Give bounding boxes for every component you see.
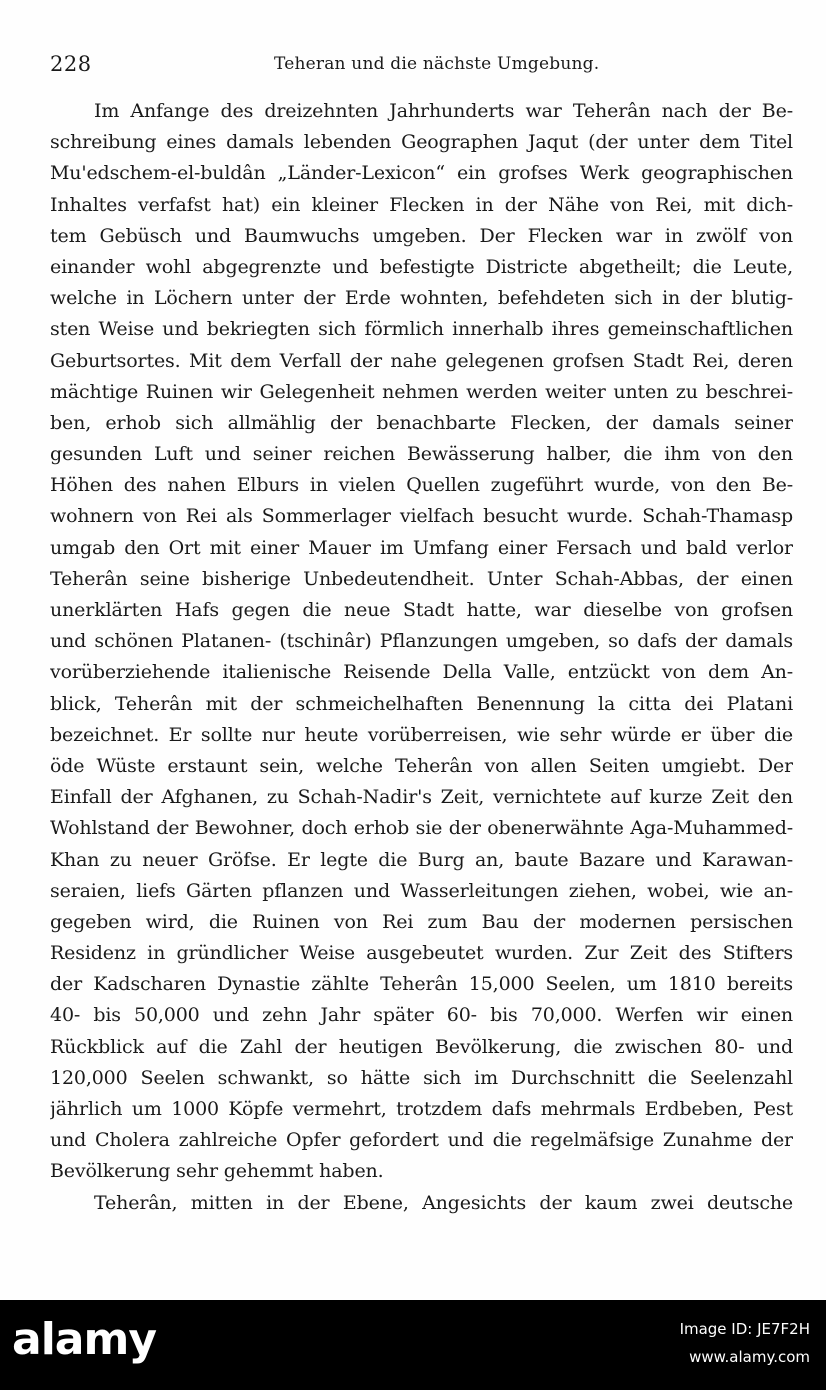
body-text <box>50 96 793 1219</box>
text-line: sten Weise und bekriegten sich förmlich innerhalb ihres gemeinschaftlichen <box>50 318 793 341</box>
text-line: wohnern von Rei als Sommerlager vielfach besucht wurde. Schah-Thamasp <box>50 505 793 528</box>
paragraph-1 <box>50 96 793 1188</box>
text-line: Rückblick auf die Zahl der heutigen Bevölkerung, die zwischen 80- und <box>50 1035 793 1058</box>
running-title: Teheran und die nächste Umgebung. <box>274 54 600 74</box>
text-line: blick, Teherân mit der schmeichelhaften Benennung la citta dei Platani <box>50 692 793 715</box>
text-line: Wohlstand der Bewohner, doch erhob sie der obenerwähnte Aga-Muhammed- <box>50 817 793 840</box>
text-line: öde Wüste erstaunt sein, welche Teherân von allen Seiten umgiebt. Der <box>50 754 793 777</box>
text-line: Khan zu neuer Gröfse. Er legte die Burg an, baute Bazare und Karawan- <box>50 848 793 871</box>
text-line: Einfall der Afghanen, zu Schah-Nadir's Zeit, vernichtete auf kurze Zeit den <box>50 786 793 809</box>
text-line: gegeben wird, die Ruinen von Rei zum Bau der modernen persischen <box>50 910 793 933</box>
text-line: Im Anfange des dreizehnten Jahrhunderts war Teherân nach der Be- <box>94 100 793 122</box>
text-line: ben, erhob sich allmählig der benachbarte Flecken, der damals seiner <box>50 411 793 434</box>
text-line: bezeichnet. Er sollte nur heute vorüberreisen, wie sehr würde er über die <box>50 723 793 746</box>
text-line: Mu'edschem-el-buldân „Länder-Lexicon“ ein grofses Werk geographischen <box>50 162 793 185</box>
website-label: www.alamy.com <box>689 1348 810 1366</box>
page-number: 228 <box>50 52 92 76</box>
text-line: 40- bis 50,000 und zehn Jahr später 60- bis 70,000. Werfen wir einen <box>50 1004 793 1027</box>
text-line: seraien, liefs Gärten pflanzen und Wasserleitungen ziehen, wobei, wie an- <box>50 879 793 902</box>
watermark-bar <box>0 1300 826 1390</box>
text-line: Teherân, mitten in der Ebene, Angesichts der kaum zwei deutsche <box>94 1191 793 1214</box>
text-line: der Kadscharen Dynastie zählte Teherân 15,000 Seelen, um 1810 bereits <box>50 973 793 996</box>
image-id-label: Image ID: JE7F2H <box>679 1320 810 1338</box>
page-header <box>50 52 792 82</box>
text-line: und schönen Platanen- (tschinâr) Pflanzungen umgeben, so dafs der damals <box>50 630 793 653</box>
text-line: schreibung eines damals lebenden Geographen Jaqut (der unter dem Titel <box>50 131 793 154</box>
text-line: Höhen des nahen Elburs in vielen Quellen zugeführt wurde, von den Be- <box>50 474 793 497</box>
text-line: unerklärten Hafs gegen die neue Stadt hatte, war dieselbe von grofsen <box>50 599 793 621</box>
text-line: Residenz in gründlicher Weise ausgebeutet wurden. Zur Zeit des Stifters <box>50 942 793 965</box>
text-line: umgab den Ort mit einer Mauer im Umfang einer Fersach und bald verlor <box>50 536 793 559</box>
text-line: einander wohl abgegrenzte und befestigte Districte abgetheilt; die Leute, <box>50 255 793 278</box>
text-line: welche in Löchern unter der Erde wohnten, befehdeten sich in der blutig- <box>50 287 793 310</box>
text-line: Inhaltes verfafst hat) ein kleiner Flecken in der Nähe von Rei, mit dich- <box>50 193 793 216</box>
text-line: gesunden Luft und seiner reichen Bewässerung halber, die ihm von den <box>50 443 793 466</box>
text-line: Geburtsortes. Mit dem Verfall der nahe gelegenen grofsen Stadt Rei, deren <box>50 349 793 372</box>
alamy-logo: alamy <box>12 1314 156 1365</box>
text-line-last: Bevölkerung sehr gehemmt haben. <box>50 1160 384 1183</box>
paragraph-2 <box>50 1188 793 1219</box>
text-line: mächtige Ruinen wir Gelegenheit nehmen werden weiter unten zu beschrei- <box>50 380 793 403</box>
text-line: tem Gebüsch und Baumwuchs umgeben. Der Flecken war in zwölf von <box>50 224 793 247</box>
text-line: 120,000 Seelen schwankt, so hätte sich im Durchschnitt die Seelenzahl <box>50 1066 793 1089</box>
text-line: Teherân seine bisherige Unbedeutendheit. Unter Schah-Abbas, der einen <box>50 567 793 590</box>
text-line: jährlich um 1000 Köpfe vermehrt, trotzdem dafs mehrmals Erdbeben, Pest <box>50 1098 793 1120</box>
text-line: und Cholera zahlreiche Opfer gefordert und die regelmäfsige Zunahme der <box>50 1129 793 1152</box>
text-line: vorüberziehende italienische Reisende Della Valle, entzückt von dem An- <box>50 661 793 684</box>
